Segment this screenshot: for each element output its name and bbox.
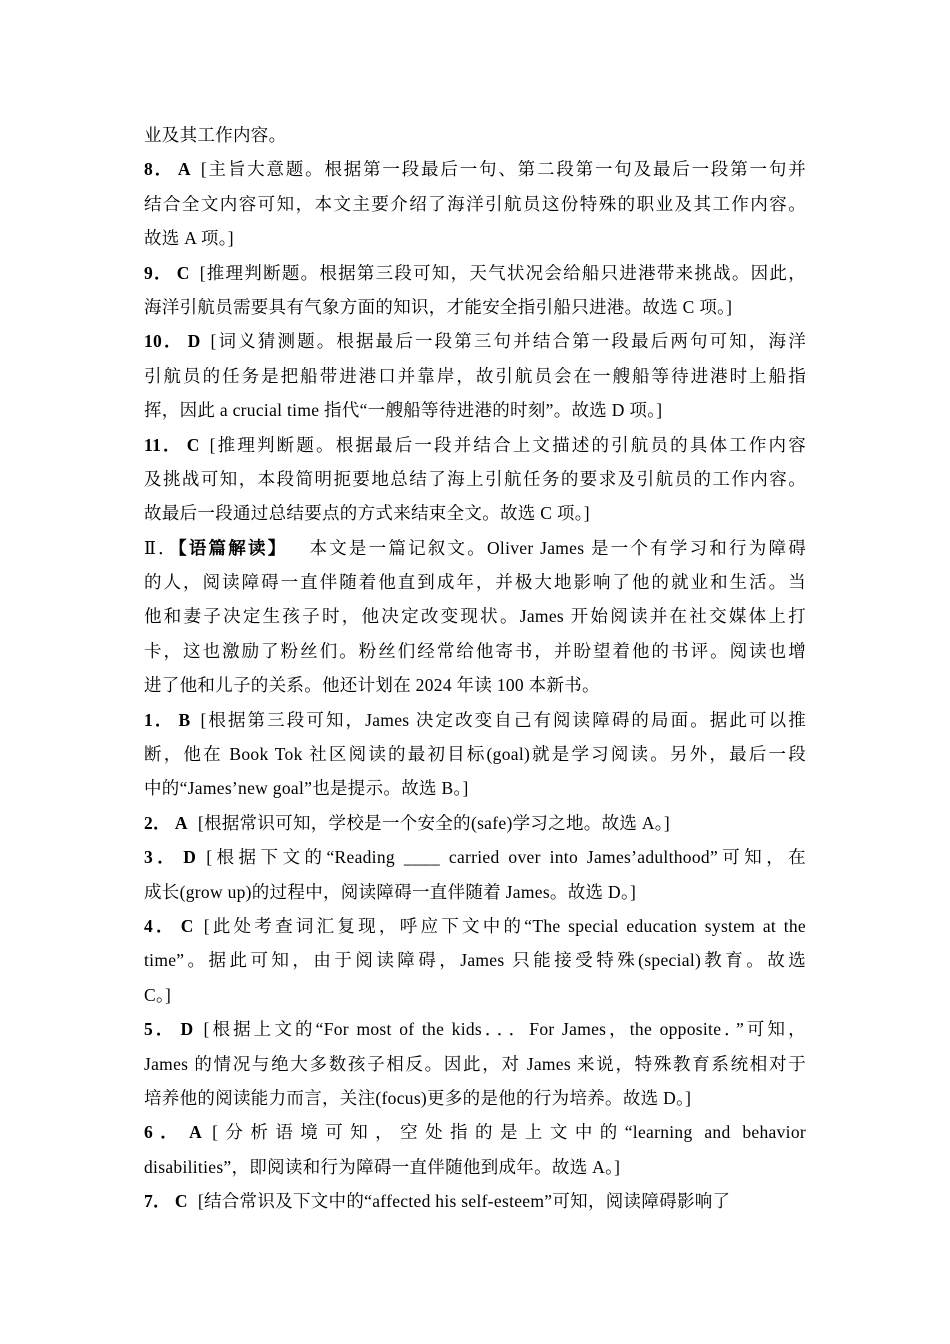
- question-number: 3．: [144, 847, 180, 868]
- text-line: [144, 324, 806, 358]
- answer-letter: B: [178, 709, 191, 730]
- line-text: [根据上文的“For most of the kids．．．For James，the opposite．”可知，: [203, 1019, 806, 1040]
- text-line: [144, 428, 806, 462]
- text-line: [144, 771, 806, 805]
- answer-letter: A: [177, 159, 191, 180]
- question-number: 6．: [144, 1122, 186, 1143]
- line-text: 断，他在 Book Tok 社区阅读的最初目标(goal)就是学习阅读。另外，最后一段: [144, 744, 806, 765]
- text-line: [144, 634, 806, 668]
- text-line: [144, 118, 806, 152]
- answer-letter: D: [187, 331, 201, 352]
- line-text: 故最后一段通过总结要点的方式来结束全文。故选 C 项。]: [144, 503, 590, 524]
- line-text: disabilities”，即阅读和行为障碍一直伴随他到成年。故选 A。]: [144, 1156, 621, 1177]
- line-text: [主旨大意题。根据第一段最后一句、第二段第一句及最后一段第一句并: [200, 159, 806, 180]
- text-line: [144, 152, 806, 186]
- line-text: [分析语境可知，空处指的是上文中的“learning and behavior: [212, 1122, 806, 1143]
- text-line: [144, 1184, 806, 1218]
- answer-explanations: [144, 118, 806, 1219]
- question-number: 11．: [144, 434, 183, 455]
- line-text: 及挑战可知，本段简明扼要地总结了海上引航任务的要求及引航员的工作内容。: [144, 468, 806, 489]
- line-text: 引航员的任务是把船带进港口并靠岸，故引航员会在一艘船等待进港时上船指: [144, 365, 806, 386]
- line-text: [根据下文的“Reading ____ carried over into James’adulthood”可知，在: [206, 847, 806, 868]
- line-text: 业及其工作内容。: [144, 125, 287, 145]
- text-line: [144, 737, 806, 771]
- text-line: [144, 565, 806, 599]
- answer-letter: D: [183, 847, 197, 868]
- line-text: C。]: [144, 984, 172, 1005]
- question-number: 8．: [144, 159, 174, 180]
- text-line: [144, 806, 806, 840]
- text-line: [144, 496, 806, 530]
- text-line: [144, 1115, 806, 1149]
- line-text: 结合全文内容可知，本文主要介绍了海洋引航员这份特殊的职业及其工作内容。: [144, 193, 806, 214]
- line-text: 中的“James’new goal”也是提示。故选 B。]: [144, 778, 469, 799]
- text-line: [144, 531, 806, 565]
- line-text: 成长(grow up)的过程中，阅读障碍一直伴随着 James。故选 D。]: [144, 881, 637, 902]
- line-text: time”。据此可知，由于阅读障碍，James 只能接受特殊(special)教育。故选: [144, 950, 806, 971]
- text-line: [144, 393, 806, 427]
- answer-letter: D: [180, 1019, 194, 1040]
- line-text: [此处考查词汇复现，呼应下文中的“The special education system at the: [203, 915, 806, 936]
- text-line: [144, 909, 806, 943]
- line-text: [推理判断题。根据最后一段并结合上文描述的引航员的具体工作内容: [209, 434, 807, 455]
- line-text: 故选 A 项。]: [144, 228, 234, 249]
- answer-letter: A: [174, 812, 188, 833]
- text-line: [144, 943, 806, 977]
- line-text: 海洋引航员需要具有气象方面的知识，才能安全指引船只进港。故选 C 项。]: [144, 296, 733, 317]
- line-text: [结合常识及下文中的“affected his self-esteem”可知，阅读障碍影响了: [197, 1191, 731, 1212]
- line-text: 进了他和儿子的关系。他还计划在 2024 年读 100 本新书。: [144, 675, 600, 696]
- question-number: 5．: [144, 1019, 177, 1040]
- line-text: [根据常识可知，学校是一个安全的(safe)学习之地。故选 A。]: [197, 812, 670, 833]
- question-number: 2．: [144, 812, 171, 833]
- text-line: [144, 221, 806, 255]
- question-number: 1．: [144, 709, 175, 730]
- section-number: Ⅱ．: [144, 537, 178, 558]
- line-text: 的人，阅读障碍一直伴随着他直到成年，并极大地影响了他的就业和生活。当: [144, 572, 806, 593]
- text-line: [144, 359, 806, 393]
- text-line: [144, 1047, 806, 1081]
- line-text: 挥，因此 a crucial time 指代“一艘船等待进港的时刻”。故选 D 项。]: [144, 400, 663, 421]
- line-text: [推理判断题。根据第三段可知，天气状况会给船只进港带来挑战。因此，: [199, 262, 806, 283]
- line-text: 本文是一篇记叙文。Oliver James 是一个有学习和行为障碍: [309, 537, 806, 558]
- text-line: [144, 1150, 806, 1184]
- line-text: 培养他的阅读能力而言，关注(focus)更多的是他的行为培养。故选 D。]: [144, 1087, 692, 1108]
- answer-letter: C: [180, 915, 194, 936]
- line-text: [词义猜测题。根据最后一段第三句并结合第一段最后两句可知，海洋: [210, 331, 806, 352]
- line-text: [根据第三段可知，James 决定改变自己有阅读障碍的局面。据此可以推: [200, 709, 806, 730]
- question-number: 4．: [144, 915, 177, 936]
- text-line: [144, 840, 806, 874]
- text-line: [144, 978, 806, 1012]
- section-tag: 【语篇解读】: [177, 537, 288, 558]
- answer-letter: C: [174, 1191, 188, 1212]
- question-number: 10．: [144, 331, 184, 352]
- text-line: [144, 1012, 806, 1046]
- question-number: 7．: [144, 1191, 171, 1212]
- answer-letter: C: [186, 434, 200, 455]
- answer-letter: A: [189, 1122, 203, 1143]
- text-line: [144, 703, 806, 737]
- text-line: [144, 462, 806, 496]
- text-line: [144, 668, 806, 702]
- text-line: [144, 187, 806, 221]
- text-line: [144, 875, 806, 909]
- line-text: 他和妻子决定生孩子时，他决定改变现状。James 开始阅读并在社交媒体上打: [144, 606, 806, 627]
- text-line: [144, 599, 806, 633]
- answer-letter: C: [176, 262, 190, 283]
- question-number: 9．: [144, 262, 173, 283]
- text-line: [144, 1081, 806, 1115]
- text-line: [144, 256, 806, 290]
- line-text: James 的情况与绝大多数孩子相反。因此，对 James 来说，特殊教育系统相对于: [144, 1053, 806, 1074]
- line-text: 卡，这也激励了粉丝们。粉丝们经常给他寄书，并盼望着他的书评。阅读也增: [144, 640, 806, 661]
- text-line: [144, 290, 806, 324]
